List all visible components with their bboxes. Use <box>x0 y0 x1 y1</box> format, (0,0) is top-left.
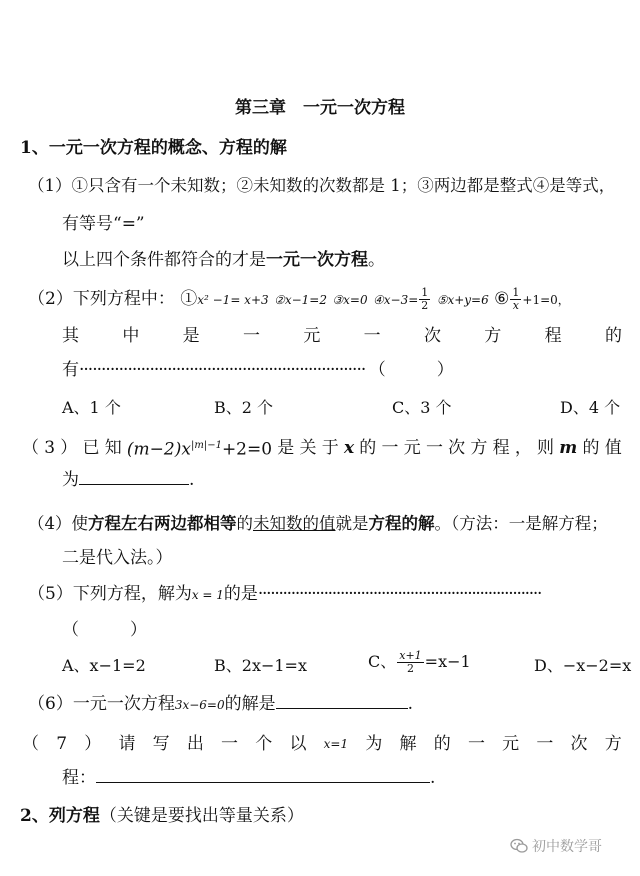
q7-char: 以 <box>289 734 307 754</box>
q3-char: 关 <box>299 437 317 458</box>
q7-line2 <box>62 766 435 790</box>
q3-char: 值 <box>604 437 622 458</box>
q3-char: 于 <box>321 437 339 458</box>
q7-char: 一 <box>536 734 554 754</box>
q2-prefix: （2）下列方程中： <box>28 289 175 309</box>
q2-line2-char: 一 <box>242 326 260 346</box>
q7-char: 一 <box>221 734 239 754</box>
q4-p2: 的 <box>236 514 253 533</box>
q1-line1: （1）①只含有一个未知数；②未知数的次数都是 1；③两边都是整式④是等式， <box>28 176 616 195</box>
q3-line1 <box>22 434 622 462</box>
q4-p1: （4）使 <box>28 514 88 533</box>
q3-var-m: m <box>559 437 578 458</box>
q7-answer-blank[interactable] <box>96 766 430 783</box>
q7-end: . <box>430 768 436 788</box>
q3-char: ） <box>60 437 78 458</box>
q2-option-b: B、2 个 <box>214 398 274 417</box>
q2-line2-char: 一 <box>363 326 381 346</box>
q2-option-d: D、4 个 <box>560 398 621 417</box>
q5-option-d: D、−x−2=x <box>534 656 632 675</box>
q7-char: 的 <box>433 734 451 754</box>
q7-char: 个 <box>255 734 273 754</box>
q1-line2: 有等号“=” <box>62 214 145 234</box>
q7-char: 为 <box>365 734 383 754</box>
q6-line <box>28 692 413 717</box>
q7-char: 方 <box>604 734 622 754</box>
q4-bold1: 方程左右两边都相等 <box>88 514 237 533</box>
q3-char: 方 <box>470 437 488 458</box>
q3-expr-base: (m−2)x <box>126 439 191 460</box>
q7-char: 写 <box>152 734 170 754</box>
q5-cond: x = 1 <box>191 588 224 602</box>
section1-heading: 1、一元一次方程的概念、方程的解 <box>20 138 287 158</box>
q5-option-a: A、x−1=2 <box>62 656 146 675</box>
q6-end: . <box>407 694 414 714</box>
q2-eq3: ③x=0 <box>332 293 368 307</box>
q3-char: 的 <box>582 437 600 458</box>
q5-mid: 的是 <box>223 584 258 604</box>
q5-line1 <box>28 582 541 607</box>
section2-heading <box>20 804 304 828</box>
q3-line2-end: . <box>189 470 195 490</box>
q3-char: ， <box>514 437 532 458</box>
q3-char: 3 <box>44 437 56 458</box>
q2-line2-char: 中 <box>122 326 140 346</box>
q2-eq6: ⑥ $\frac{1}{x}$ +1=0， <box>494 286 570 312</box>
q7-char: ） <box>84 734 102 754</box>
section2-heading-bold: 2、列方程 <box>20 806 100 826</box>
q2-line1 <box>28 284 570 315</box>
q2-line2-char: 次 <box>423 326 441 346</box>
page-title: 第三章 一元一次方程 <box>235 98 405 118</box>
q2-line3-bracket: （ ） <box>377 360 454 380</box>
q5-option-b: B、2x−1=x <box>214 656 307 675</box>
q2-line3-prefix: 有 <box>62 360 79 380</box>
q2-line2-char: 程 <box>544 326 562 346</box>
watermark <box>510 836 602 856</box>
q3-char: 元 <box>403 437 421 458</box>
q4-p4: 。（方法：一是解方程； <box>434 514 608 533</box>
q7-char: 7 <box>56 734 68 754</box>
q5-dots: ····································································· <box>257 584 542 604</box>
q2-line2-char: 其 <box>62 326 79 346</box>
q3-char: 程 <box>492 437 510 458</box>
q2-line2-char: 是 <box>182 326 200 346</box>
q2-line2-char: 方 <box>484 326 502 346</box>
q4-line2: 二是代入法。） <box>62 548 173 568</box>
q2-eq1: ①x² −1= x+3 <box>180 289 269 309</box>
q3-line2-prefix: 为 <box>62 470 79 490</box>
q4-bold2: 方程的解 <box>368 514 435 533</box>
q3-char: 一 <box>381 437 399 458</box>
q6-answer-blank[interactable] <box>276 692 408 709</box>
q3-char: 次 <box>448 437 466 458</box>
q3-char: 的 <box>359 437 377 458</box>
q3-var-x: x <box>343 437 355 458</box>
q5-prefix: （5）下列方程，解为 <box>28 584 192 604</box>
q4-line1 <box>28 512 608 536</box>
q2-option-a: A、1 个 <box>62 398 121 417</box>
q3-expression <box>127 434 272 462</box>
q6-prefix: （6）一元一次方程 <box>28 694 175 714</box>
q3-char: 一 <box>425 437 443 458</box>
q3-line2 <box>62 468 194 492</box>
section2-heading-rest: （关键是要找出等量关系） <box>99 806 304 826</box>
q3-char: （ <box>22 437 39 458</box>
q1-line3-suffix: 。 <box>368 250 385 270</box>
q2-eq2: ②x−1=2 <box>274 293 327 307</box>
q5-option-c: C、 $\frac{x+1}{2}$ =x−1 <box>368 649 471 675</box>
wechat-icon <box>510 838 528 854</box>
q3-char: 知 <box>104 437 122 458</box>
q7-cond: x=1 <box>323 737 349 751</box>
q7-char: 请 <box>118 734 136 754</box>
q2-option-c: C、3 个 <box>392 398 452 417</box>
q3-answer-blank[interactable] <box>79 468 189 485</box>
q3-char: 是 <box>277 437 295 458</box>
q7-line2-prefix: 程： <box>62 768 96 788</box>
q7-char: 元 <box>502 734 520 754</box>
q2-line2-char: 元 <box>303 326 321 346</box>
q5-bracket: （ ） <box>62 620 147 640</box>
q1-line3-prefix: 以上四个条件都符合的才是 <box>62 250 266 270</box>
q3-char: 已 <box>82 437 100 458</box>
q7-char: 一 <box>467 734 485 754</box>
q3-expr-exponent: |m|−1 <box>190 440 222 451</box>
q2-eq5: ⑤x+y=6 <box>436 293 489 307</box>
q7-char: （ <box>22 734 39 754</box>
q1-line3 <box>62 248 385 272</box>
q2-line2 <box>62 324 622 348</box>
q7-char: 解 <box>399 734 417 754</box>
q4-p3: 就是 <box>335 514 369 533</box>
q3-expr-tail: +2=0 <box>221 439 273 460</box>
q2-line3 <box>62 358 454 382</box>
q6-eq: 3x−6=0 <box>174 698 225 712</box>
q2-eq4: ④x−3= $\frac{1}{2}$ <box>373 286 429 312</box>
q3-char: 则 <box>537 437 555 458</box>
q2-line2-char: 的 <box>604 326 622 346</box>
q1-line3-bold: 一元一次方程 <box>266 250 368 270</box>
q7-line1 <box>22 732 622 756</box>
q7-char: 次 <box>570 734 588 754</box>
q6-suffix: 的解是 <box>224 694 276 714</box>
q4-underline: 未知数的值 <box>253 514 336 533</box>
q2-line3-dots: ································································· <box>79 360 366 380</box>
watermark-text: 初中数学哥 <box>532 839 602 855</box>
q7-char: 出 <box>186 734 204 754</box>
